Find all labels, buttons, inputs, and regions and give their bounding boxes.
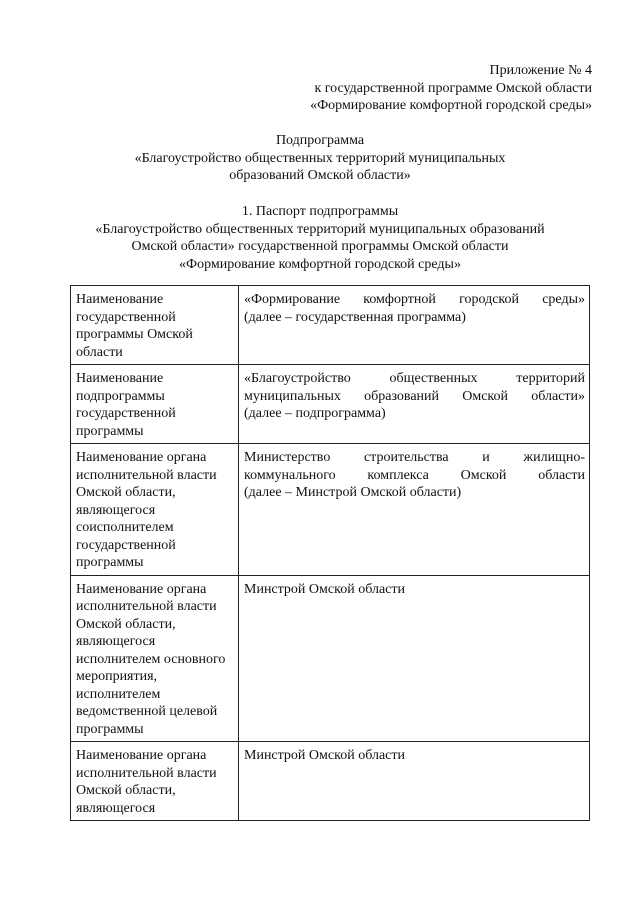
value-line: коммунального комплекса Омской области: [244, 467, 585, 483]
value-line: «Благоустройство общественных территорий: [244, 371, 585, 386]
appendix-header: [310, 62, 592, 115]
label-line: Наименование органа: [76, 450, 207, 465]
label-line: подпрограммы: [76, 388, 165, 404]
label-line: программы: [76, 721, 144, 737]
label-line: являющегося: [76, 634, 156, 649]
row-value-cell: [239, 742, 590, 821]
passport-heading: 1. Паспорт подпрограммы: [241, 204, 399, 219]
appendix-number: Приложение № 4: [489, 63, 592, 78]
passport-subtitle-line-2: Омской области» государственной программы Омской области: [131, 239, 509, 254]
label-line: Омской области,: [76, 485, 176, 500]
subprogram-title: [0, 132, 640, 185]
label-line: государственной: [76, 406, 176, 421]
appendix-program-name: «Формирование комфортной городской среды»: [310, 98, 592, 113]
label-line: программы: [76, 555, 144, 570]
label-line: Наименование: [76, 292, 164, 307]
label-line: исполнительной власти: [76, 467, 217, 483]
value-line: (далее – государственная программа): [244, 309, 466, 325]
label-line: ведомственной целевой: [76, 704, 218, 719]
label-line: соисполнителем: [76, 520, 174, 535]
value-line: Минстрой Омской области: [244, 581, 405, 597]
passport-subtitle-line-3: «Формирование комфортной городской среды»: [179, 256, 461, 272]
row-label-cell: [71, 742, 239, 821]
value-line: Минстрой Омской области: [244, 748, 405, 763]
row-label-cell: [71, 286, 239, 365]
label-line: Омской области,: [76, 616, 176, 632]
subprogram-name-line-2: образований Омской области»: [229, 168, 411, 183]
label-line: государственной: [76, 309, 176, 325]
label-line: являющегося: [76, 502, 156, 518]
passport-title: [0, 203, 640, 273]
label-line: Наименование: [76, 371, 164, 386]
label-line: исполнительной власти: [76, 599, 217, 614]
passport-subtitle-line-1: «Благоустройство общественных территорий муниципальных образований: [95, 221, 545, 237]
row-value-cell: [239, 286, 590, 365]
label-line: исполнительной власти: [76, 765, 217, 781]
row-label-cell: [71, 365, 239, 444]
value-line: (далее – Минстрой Омской области): [244, 485, 462, 500]
value-line: Министерство строительства и жилищно-: [244, 450, 585, 465]
label-line: мероприятия,: [76, 669, 158, 684]
label-line: государственной: [76, 537, 176, 553]
value-line: (далее – подпрограмма): [244, 406, 386, 421]
appendix-reference: к государственной программе Омской области: [314, 80, 592, 96]
label-line: исполнителем: [76, 686, 161, 702]
table-row: [71, 286, 590, 365]
value-line: «Формирование комфортной городской среды»: [244, 292, 585, 307]
label-line: области: [76, 344, 123, 360]
value-line: муниципальных образований Омской области»: [244, 388, 585, 404]
table-row: [71, 444, 590, 576]
table-row: [71, 575, 590, 742]
label-line: исполнителем основного: [76, 651, 226, 667]
row-value-cell: [239, 575, 590, 742]
row-label-cell: [71, 444, 239, 576]
passport-table: [70, 285, 590, 821]
row-value-cell: [239, 444, 590, 576]
label-line: программы: [76, 423, 144, 439]
subprogram-name-line-1: «Благоустройство общественных территорий муниципальных: [134, 150, 506, 166]
subprogram-heading: Подпрограмма: [275, 133, 365, 148]
table-row: [71, 742, 590, 821]
row-value-cell: [239, 365, 590, 444]
table-row: [71, 365, 590, 444]
label-line: Наименование органа: [76, 581, 207, 597]
row-label-cell: [71, 575, 239, 742]
label-line: Омской области,: [76, 783, 176, 798]
label-line: Наименование органа: [76, 748, 207, 763]
label-line: являющегося: [76, 800, 156, 816]
label-line: программы Омской: [76, 327, 193, 342]
